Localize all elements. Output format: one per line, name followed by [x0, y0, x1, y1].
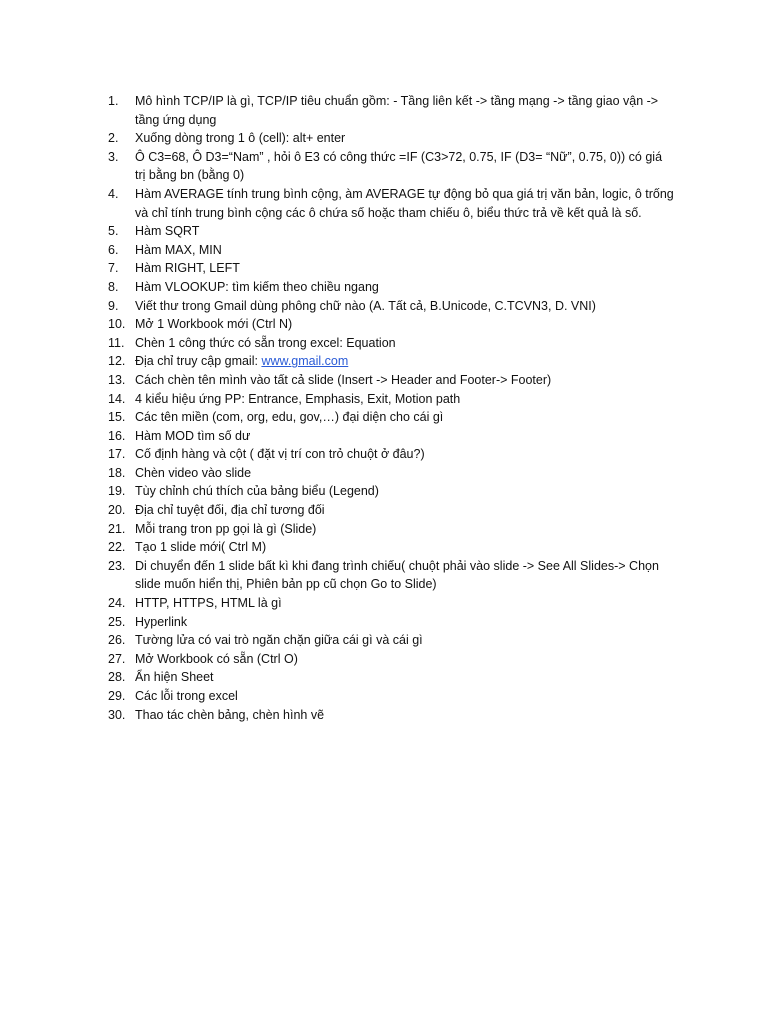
list-item-number: 19.: [108, 484, 126, 499]
list-item: [108, 259, 674, 278]
list-item: [108, 92, 674, 129]
list-item-number: 16.: [108, 428, 126, 443]
question-list: [108, 92, 674, 724]
list-item-number: 3.: [108, 149, 119, 164]
list-item-number: 25.: [108, 614, 126, 629]
list-item-label: Hàm RIGHT, LEFT: [135, 261, 240, 276]
list-item-label: Các lỗi trong excel: [135, 689, 238, 703]
list-item-number: 8.: [108, 279, 119, 294]
list-item-label: Viết thư trong Gmail dùng phông chữ nào (A. Tất cả, B.Unicode, C.TCVN3, D. VNI): [135, 298, 596, 313]
list-item-label: Hàm MOD tìm số dư: [135, 428, 251, 443]
list-item-text: [135, 557, 674, 594]
list-item-text: [135, 613, 674, 632]
list-item-number: 9.: [108, 298, 119, 313]
list-item: [108, 352, 674, 371]
list-item-label: Mở 1 Workbook mới (Ctrl N): [135, 317, 293, 332]
list-item-text: [135, 92, 674, 129]
list-item-text: [135, 482, 674, 501]
list-item-text: [135, 668, 674, 687]
list-item-label: 4 kiểu hiệu ứng PP: Entrance, Emphasis, Exit, Motion path: [135, 391, 461, 406]
list-item: [108, 631, 674, 650]
list-item-text: [135, 297, 674, 316]
list-item: [108, 706, 674, 725]
list-item-label: Cách chèn tên mình vào tất cả slide (Insert -> Header and Footer-> Footer): [135, 372, 552, 387]
list-item-number: 7.: [108, 261, 119, 276]
list-item-text: [135, 334, 674, 353]
list-item: [108, 315, 674, 334]
list-item-text: [135, 445, 674, 464]
list-item: [108, 668, 674, 687]
list-item-number: 29.: [108, 689, 126, 703]
list-item-number: 11.: [108, 335, 125, 350]
list-item-text: [135, 427, 674, 446]
list-item: [108, 520, 674, 539]
list-item-text: [135, 222, 674, 241]
list-item-number: 22.: [108, 540, 126, 555]
list-item-text: [135, 408, 674, 427]
list-item-number: 1.: [108, 94, 119, 108]
list-item: [108, 650, 674, 669]
list-item-text: [135, 278, 674, 297]
list-item-text: [135, 259, 674, 278]
list-item-text: [135, 706, 674, 725]
list-item: [108, 613, 674, 632]
list-item-label: Xuống dòng trong 1 ô (cell): alt+ enter: [135, 131, 346, 146]
list-item-text: [135, 520, 674, 539]
list-item-label: Hàm VLOOKUP: tìm kiếm theo chiều ngang: [135, 279, 379, 294]
list-item-label: Cố định hàng và cột ( đặt vị trí con trỏ chuột ở đâu?): [135, 447, 425, 462]
list-item-number: 23.: [108, 558, 126, 573]
list-item-number: 18.: [108, 465, 126, 480]
list-item-label: HTTP, HTTPS, HTML là gì: [135, 596, 282, 611]
gmail-link[interactable]: www.gmail.com: [261, 354, 349, 369]
list-item-label: Di chuyển đến 1 slide bất kì khi đang trình chiếu( chuột phải vào slide -> See All Slides-> Chọn slide muốn hiển thị, Phiên bản pp cũ chọn Go to Slide): [135, 558, 659, 592]
list-item-label: Địa chỉ truy cập gmail:: [135, 354, 262, 369]
list-item-text: [135, 148, 674, 185]
list-item-text: [135, 501, 674, 520]
list-item-number: 30.: [108, 707, 126, 722]
list-item-text: [135, 371, 674, 390]
list-item-text: [135, 594, 674, 613]
list-item-number: 26.: [108, 633, 126, 648]
list-item: [108, 427, 674, 446]
list-item: [108, 148, 674, 185]
list-item: [108, 445, 674, 464]
list-item-text: [135, 129, 674, 148]
list-item-text: [135, 687, 674, 706]
list-item: [108, 297, 674, 316]
list-item-label: Hàm AVERAGE tính trung bình cộng, àm AVERAGE tự động bỏ qua giá trị văn bản, logic, ô trống và chỉ tính trung bình cộng các ô chứa số hoặc tham chiếu ô, biểu thức trả về kết quả là số.: [135, 186, 674, 220]
list-item-number: 5.: [108, 224, 119, 239]
list-item-label: Hàm SQRT: [135, 224, 200, 239]
list-item-number: 10.: [108, 317, 126, 332]
list-item: [108, 334, 674, 353]
list-item-text: [135, 352, 674, 371]
list-item-number: 21.: [108, 521, 126, 536]
list-item-text: [135, 631, 674, 650]
list-item-label: Các tên miền (com, org, edu, gov,…) đại diện cho cái gì: [135, 410, 444, 425]
list-item-number: 27.: [108, 651, 126, 666]
list-item-text: [135, 241, 674, 260]
list-item-label: Ẩn hiện Sheet: [135, 670, 214, 685]
list-item-number: 20.: [108, 503, 126, 518]
list-item-number: 6.: [108, 242, 119, 257]
list-item-label: Chèn video vào slide: [135, 465, 252, 480]
list-item-label: Mỗi trang tron pp gọi là gì (Slide): [135, 521, 317, 536]
list-item-label: Chèn 1 công thức có sẵn trong excel: Equation: [135, 335, 396, 350]
list-item-label: Tường lửa có vai trò ngăn chặn giữa cái gì và cái gì: [135, 633, 423, 648]
list-item-label: Địa chỉ tuyệt đối, địa chỉ tương đối: [135, 503, 325, 518]
list-item: [108, 241, 674, 260]
list-item-label: Thao tác chèn bảng, chèn hình vẽ: [135, 707, 325, 722]
list-item-number: 12.: [108, 354, 126, 369]
list-item: [108, 557, 674, 594]
list-item-text: [135, 315, 674, 334]
list-item: [108, 278, 674, 297]
list-item: [108, 594, 674, 613]
list-item: [108, 408, 674, 427]
list-item-number: 15.: [108, 410, 126, 425]
list-item-number: 4.: [108, 186, 119, 201]
list-item: [108, 371, 674, 390]
list-item-number: 14.: [108, 391, 126, 406]
list-item: [108, 687, 674, 706]
list-item: [108, 482, 674, 501]
list-item-number: 24.: [108, 596, 126, 611]
list-item-label: Tùy chỉnh chú thích của bảng biểu (Legend): [135, 484, 379, 499]
list-item: [108, 501, 674, 520]
list-item: [108, 538, 674, 557]
list-item-label: Hàm MAX, MIN: [135, 242, 222, 257]
list-item-text: [135, 464, 674, 483]
list-item-label: Hyperlink: [135, 614, 188, 629]
list-item-number: 17.: [108, 447, 126, 462]
list-item-label: Tạo 1 slide mới( Ctrl M): [135, 540, 267, 555]
list-item-text: [135, 650, 674, 669]
list-item-text: [135, 538, 674, 557]
list-item: [108, 390, 674, 409]
list-item-label: Ô C3=68, Ô D3=“Nam” , hỏi ô E3 có công thức =IF (C3>72, 0.75, IF (D3= “Nữ”, 0.75, 0)) có giá trị bằng bn (bằng 0): [135, 149, 663, 183]
list-item-label: Mô hình TCP/IP là gì, TCP/IP tiêu chuẩn gồm: - Tầng liên kết -> tầng mạng -> tầng giao vận -> tầng ứng dụng: [135, 94, 659, 127]
list-item-label: Mở Workbook có sẵn (Ctrl O): [135, 651, 298, 666]
list-item-text: [135, 390, 674, 409]
list-item-number: 2.: [108, 131, 119, 146]
list-item-number: 28.: [108, 670, 126, 685]
list-item: [108, 222, 674, 241]
list-item: [108, 185, 674, 222]
list-item-number: 13.: [108, 372, 126, 387]
list-item: [108, 464, 674, 483]
list-item: [108, 129, 674, 148]
list-item-text: [135, 185, 674, 222]
